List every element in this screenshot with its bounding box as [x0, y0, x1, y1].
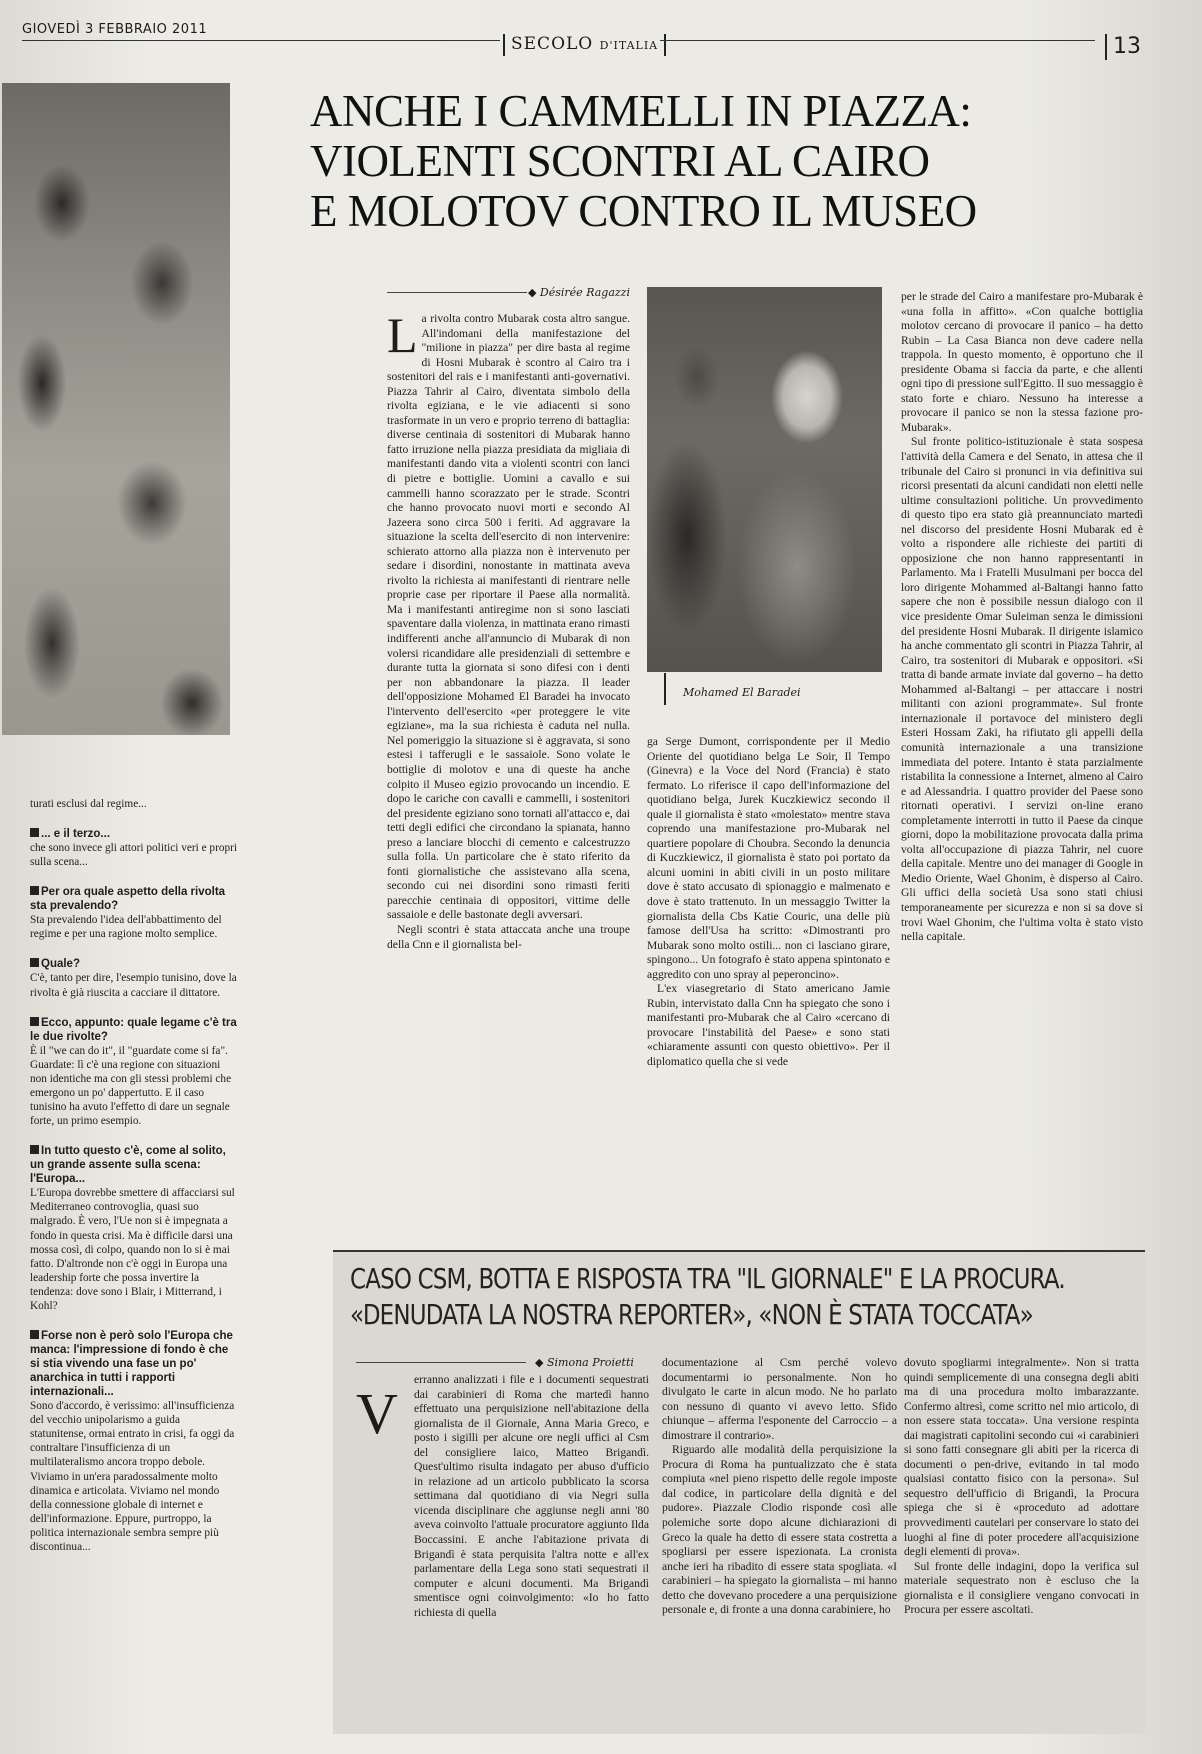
- page-number: 13: [1105, 34, 1141, 60]
- interview-question: [30, 1329, 238, 1399]
- csm-headline-line-2: «DENUDATA LA NOSTRA REPORTER», «NON È STATA TOCCATA»: [350, 1298, 1033, 1331]
- main-byline: ◆ Désirée Ragazzi: [527, 286, 630, 299]
- headline-line-2: VIOLENTI SCONTRI AL CAIRO: [310, 136, 930, 186]
- question-text: Quale?: [41, 958, 80, 971]
- csm-dropcap: V: [356, 1381, 398, 1446]
- interview-answer: Sono d'accordo, è verissimo: all'insufficienza del vecchio unipolarismo a guida statunitense, ormai entrato in crisi, fa oggi da contraltare l'insufficienza di un multilateralismo ancora troppo debole. Viviamo in un'era paradossalmente molto dinamica e articolata. Viviamo nel mondo della connessione globale di internet e dell'informazione. Eppure, purtroppo, la politica internazionale sembra sempre più discontinua...: [30, 1400, 235, 1553]
- dropcap: L: [387, 312, 418, 363]
- caption-rule: [664, 673, 666, 705]
- interview-answer: L'Europa dovrebbe smettere di affacciarsi sul Mediterraneo controvoglia, quasi suo malgrado. È vero, l'Ue non si è impegnata a fondo in questa crisi. Ma è difficile darsi una mossa così, di colpo, quando non lo si è mai fatto. D'altronde non c'è oggi in Europa una leadership forte che possa invertire la tendenza: dove sono i Blair, i Mitterrand, i Kohl?: [30, 1187, 235, 1312]
- bullet-square-icon: [30, 886, 39, 895]
- paragraph: documentazione al Csm perché volevo documentarmi io personalmente. Non ho divulgato le carte in alcun modo. Ne ho parlato con nessuno di quanto vi avevo letto. Sfido chiunque – afferma l'esponente del Carroccio – a dimostrare il contrario».: [662, 1356, 897, 1442]
- interview-answer: È il "we can do it", il "guardate come si fa". Guardate: lì c'è una regione con situazioni non identiche ma con gli stessi problemi che emergono un po' dappertutto. E il caso tunisino ha avuto l'effetto di dare un segnale forte, un primo esempio.: [30, 1044, 232, 1128]
- csm-headline-line-1: CASO CSM, BOTTA E RISPOSTA TRA "IL GIORNALE" E LA PROCURA.: [350, 1262, 1065, 1295]
- interview-question: [30, 1144, 238, 1186]
- bullet-square-icon: [30, 958, 39, 967]
- question-text: Per ora quale aspetto della rivolta sta prevalendo?: [30, 886, 226, 913]
- csm-headline: [350, 1261, 1065, 1333]
- interview-intro: turati esclusi dal regime...: [30, 798, 147, 810]
- csm-column-3: [904, 1356, 1139, 1723]
- paragraph: Negli scontri è stata attaccata anche una troupe della Cnn e il giornalista bel-: [387, 922, 630, 951]
- bullet-square-icon: [30, 828, 39, 837]
- masthead-subtitle: D'ITALIA: [599, 39, 659, 52]
- main-byline-author: Désirée Ragazzi: [539, 286, 630, 299]
- question-text: ... e il terzo...: [41, 828, 111, 841]
- question-text: In tutto questo c'è, come al solito, un grande assente sulla scena: l'Europa...: [30, 1145, 226, 1186]
- headline-line-1: ANCHE I CAMMELLI IN PIAZZA:: [310, 86, 972, 136]
- interview-question: [30, 957, 238, 971]
- protest-photo: [2, 83, 230, 735]
- interview-column: [30, 797, 238, 1717]
- paragraph: L'ex viasegretario di Stato americano Jamie Rubin, intervistato dalla Cnn ha spiegato che sono i manifestanti pro-Mubarak che al Cairo «cercano di provocare l'instabilità del Paese» e sono stati «chiaramente assunti con questo obiettivo». Per il diplomatico quella che si vede: [647, 982, 890, 1069]
- csm-column-2: [662, 1356, 897, 1723]
- bullet-square-icon: [30, 1017, 39, 1026]
- paragraph: erranno analizzati i file e i documenti sequestrati dai carabinieri di Roma che martedì hanno effettuato una perquisizione nell'abitazione della giornalista de il Giornale, Anna Maria Greco, e posto i sigilli per alcune ore negli uffici al Csm del consigliere laico, Matteo Brigandì. Quest'ultimo risulta indagato per abuso d'ufficio in relazione ad un articolo pubblicato la scorsa settimana dal quotidiano di via Negri sulla vicenda disciplinare che aggiunse negli anni '80 aveva coinvolto l'attuale procuratore aggiunto Ilda Boccassini. E anche l'abitazione privata di Brigandì è stata perquisita l'altra notte e all'ex parlamentare della Lega sono stati sequestrati il computer e alcuni documenti. Ma Brigandì smentisce ogni coinvolgimento: «Io ho fatto richiesta di quella: [414, 1373, 649, 1619]
- masthead-title: SECOLO: [511, 34, 594, 54]
- paragraph: dovuto spogliarmi integralmente». Non si tratta quindi semplicemente di una consegna degli abiti ma di una procedura molto imbarazzante. Confermo altresì, come scritto nel mio articolo, di non essere stata toccata». Una versione respinta dai magistrati capitolini secondo cui «i carabinieri si sono fatti consegnare gli abiti per la ricerca di documenti o pen-drive, evitando in tal modo qualsiasi contatto fisico con la persona». Sul sequestro dell'ufficio di Brigandì, la Procura spiega che si è «proceduto ad adottare provvedimenti cautelari per conservare lo stato dei luoghi al fine di poter procedere all'acquisizione degli elementi di prova».: [904, 1356, 1139, 1559]
- header-rule-right: [660, 40, 1095, 41]
- interview-question: [30, 827, 238, 841]
- interview-answer: C'è, tanto per dire, l'esempio tunisino, dove la rivolta è già riuscita a cacciare il dittatore.: [30, 972, 237, 999]
- el-baradei-photo: [647, 287, 882, 672]
- interview-question: [30, 1016, 238, 1044]
- issue-date: GIOVEDÌ 3 FEBBRAIO 2011: [22, 22, 208, 37]
- interview-answer: Sta prevalendo l'idea dell'abbattimento del regime e per una ragione molto semplice.: [30, 914, 222, 941]
- question-text: Forse non è però solo l'Europa che manca: l'impressione di fondo è che si stia vivendo una fase un po' anarchica in tutti i rapporti internazionali...: [30, 1330, 233, 1399]
- interview-question: [30, 885, 238, 913]
- headline-line-3: E MOLOTOV CONTRO IL MUSEO: [310, 186, 977, 236]
- paragraph: [387, 312, 630, 923]
- bullet-square-icon: [30, 1330, 39, 1339]
- csm-byline-rule: [356, 1362, 526, 1363]
- paragraph: per le strade del Cairo a manifestare pro-Mubarak è «una folla in affitto». «Con qualche bottiglia molotov cercano di provocare il panico – ha detto Rubin – La Casa Bianca non deve cadere nella trappola. In questo momento, è opportuno che il presidente Obama si faccia da parte, e che allenti ogni tipo di pressione sull'Egitto. Il suo messaggio è stato forte e chiaro. Nessuno ha interesse a provocare il panico se non la stessa fazione pro-Mubarak».: [901, 290, 1143, 434]
- interview-answer: che sono invece gli attori politici veri e propri sulla scena...: [30, 842, 238, 869]
- main-headline: [310, 86, 1090, 236]
- photo-caption: Mohamed El Baradei: [683, 686, 801, 699]
- paragraph: Sul fronte politico-istituzionale è stata sospesa l'attività della Camera e del Senato, in attesa che il tribunale del Cairo si pronunci in via definitiva sui ricorsi presentati da alcuni candidati non eletti nelle ultime consultazioni politiche. Un provvedimento di questo tipo era stato già preannunciato martedì nel discorso del presidente Hosni Mubarak ed è volto a rispondere alle richieste dei partiti di opposizione che non hanno rappresentanti in Parlamento. Ma i Fratelli Musulmani per bocca del loro dirigente Mohammed al-Baltangi hanno fatto sapere che non è possibile nessun dialogo con il vice presidente Omar Suleiman senza le dimissioni del presidente Hosni Mubarak. Il dirigente islamico ha anche commentato gli scontri in Piazza Tahrir, al Cairo, tra sostenitori di Mubarak e oppositori. «Si tratta di bande armate inviate dal governo – ha detto Mohammed al-Baltangi – per attaccare i nostri militanti con azioni programmate». Sul fronte internazionale il portavoce del ministero degli Esteri Hossam Zaki, ha rifiutato gli appelli della comunità internazionale a una transizione immediata del potere. Intanto è stata parzialmente ristabilita la connessione a Internet, almeno al Cairo e ad Alessandria. I quattro provider del Paese sono ritornati operativi. I servizi on-line erano completamente interrotti in tutto il Paese da cinque giorni, dopo la mobilitazione provocata dalla prima volta all'occupazione di piazza Tahrir, nel cuore della capitale. Mentre uno dei manager di Google in Medio Oriente, Wael Ghonim, è disperso al Cairo. Gli uffici della società Usa sono stati chiusi temporaneamente per sicurezza e non si sa dove si trovi Wael Ghonim, che l'ultima volta è stato visto nella capitale.: [901, 435, 1143, 944]
- paragraph: Riguardo alle modalità della perquisizione la Procura di Roma ha puntualizzato che è stata compiuta «nel pieno rispetto delle regole imposte dal codice, in particolare della dignità e del pudore». Piazzale Clodio risponde così alle polemiche sorte dopo alcune dichiarazioni di Greco la quale ha detto di essere stata costretta a spogliarsi per essere ispezionata. La cronista anche ieri ha ribadito di essere stata spogliata. «I carabinieri – ha spiegato la giornalista – mi hanno detto che dovevano procedere a una perquisizione personale e, di fronte a una donna carabiniere, ho: [662, 1443, 897, 1617]
- masthead: [503, 34, 666, 56]
- csm-byline-author: Simona Proietti: [546, 1356, 634, 1369]
- paragraph: Sul fronte delle indagini, dopo la verifica sul materiale sequestrato non è escluso che la giornalista e il consigliere vengano convocati in Procura per essere ascoltati.: [904, 1559, 1139, 1617]
- paragraph: ga Serge Dumont, corrispondente per il Medio Oriente del quotidiano belga Le Soir, Il Tempo (Ginevra) e la Voce del Nord (Francia) è stato fermato. Lo riferisce il capo dell'informazione del quotidiano belga, Jurek Kuczkiewicz secondo il quale il giornalista è stato «molestato» mentre stava coprendo una manifestazione pro-Mubarak nel quartiere popolare di Choubra. Secondo la denuncia di Kuczkiewicz, il giornalista è stato poi portato da alcuni uomini in abiti civili in un posto militare dove è stato accusato di spionaggio e malmenato e dove è stato trattenuto. In un messaggio Twitter la giornalista della Cbs Katie Couric, una delle più famose dell'Usa ha scritto: «Dimostranti pro Mubarak sono molto ostili... non ci lasciano girare, spingono... Un fotografo è stato appena spintonato e aggredito con uno spray al peperoncino».: [647, 735, 890, 981]
- csm-column-1: [414, 1373, 649, 1723]
- bullet-square-icon: [30, 1145, 39, 1154]
- question-text: Ecco, appunto: quale legame c'è tra le due rivolte?: [30, 1016, 237, 1043]
- header-rule-left: [22, 40, 500, 41]
- paragraph-text: a rivolta contro Mubarak costa altro sangue. All'indomani della manifestazione del "milione in piazza" per dire basta al regime di Hosni Mubarak è scontro al Cairo tra i sostenitori del rais e i manifestanti anti-governativi. Piazza Tahrir al Cairo, diventata simbolo della rivolta egiziana, e le vie adiacenti si sono trasformate in un vero e proprio terreno di battaglia: diverse centinaia di sostenitori di Mubarak hanno fatto irruzione nella piazza presidiata da migliaia di manifestanti dando vita a violenti scontri con lanci di pietre e bottiglie. Uomini a cavallo e sui cammelli hanno scorazzato per le strade. Scontri che hanno provocato nuovi morti e secondo Al Jazeera sono circa 500 i feriti. Ad aggravare la situazione la scelta dell'esercito di non intervenire: schierato attorno alla piazza non è intervenuto per sedare i disordini, nonostante in mattinata aveva rivolto la richiesta ai manifestanti di rientrare nelle proprie case per riportare il Paese alla normalità. Ma i manifestanti antiregime non si sono lasciati spaventare dalla violenza, in mattinata erano rimasti indifferenti anche all'annuncio di Mubarak di non volersi ricandidare alle presidenziali di settembre e durante tutta la giornata si sono difesi con i denti per non abbandonare la piazza. Il leader dell'opposizione Mohamed El Baradei ha invocato l'intervento dell'esercito «per proteggere le vite egiziane», ma la sua richiesta è caduta nel nulla. Nel pomeriggio la situazione si è aggravata, si sono estesi i tafferugli e le sassaiole. Sono volate le bottiglie di molotov e una di queste ha anche colpito il Museo egizio provocando un incendio. E dopo le cariche con cavalli e cammelli, i sostenitori del presidente egiziano sono tornati all'attacco e, dai tetti degli edifici che circondano la spianata, hanno preso a lanciare blocchi di cemento e calcestruzzo sulla folla. Un particolare che è stato riferito da fonti giornalistiche che assistevano alla scena, secondo cui nei disordini sono rimasti feriti parecchie centinaia di oppositori, vittime delle sassaiole e delle bastonate degli avversari.: [387, 312, 630, 922]
- csm-byline: ◆ Simona Proietti: [535, 1356, 634, 1369]
